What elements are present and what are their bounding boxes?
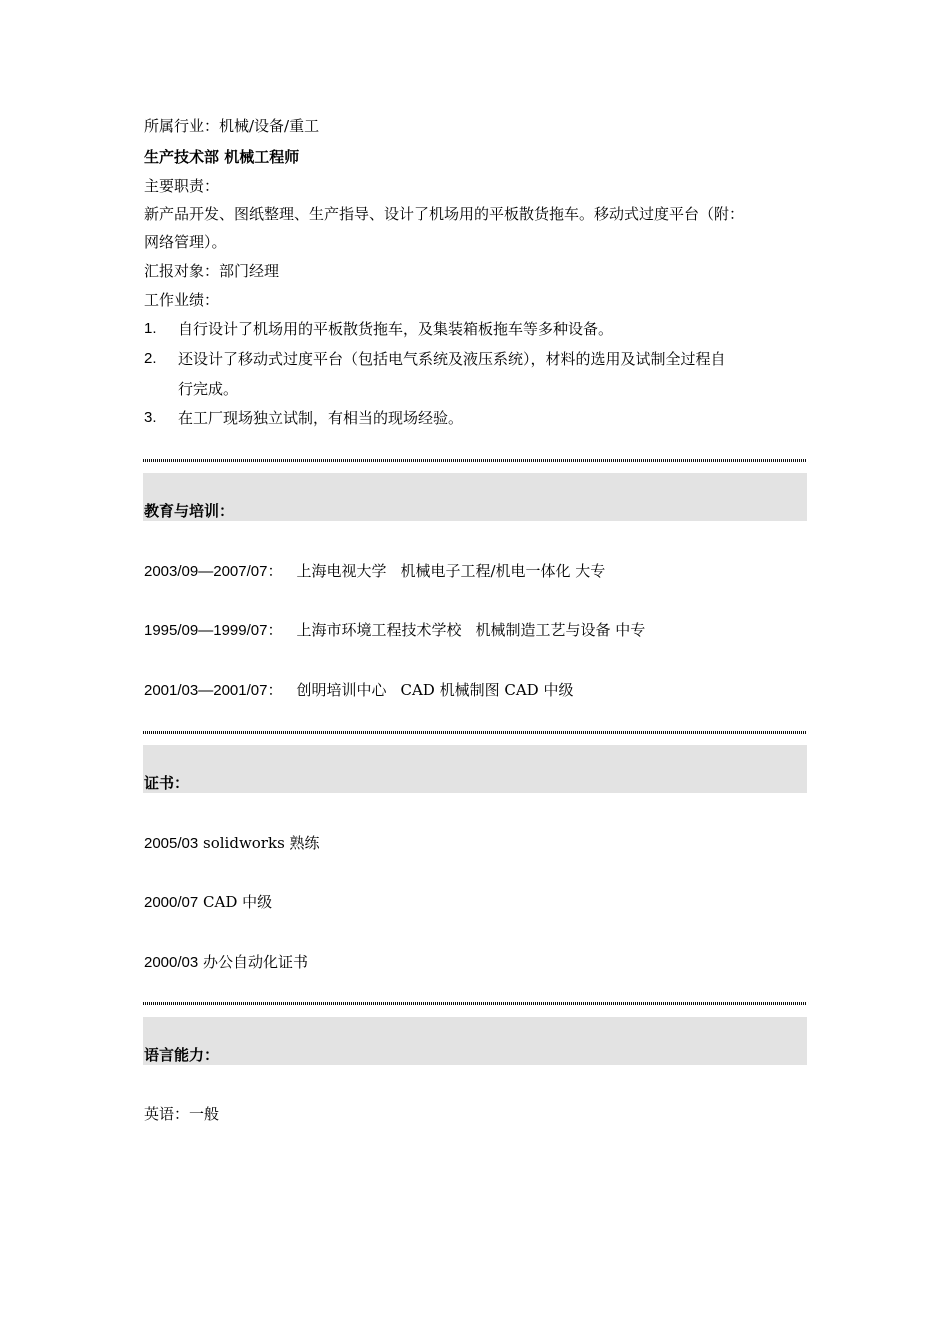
education-entry [144,680,573,701]
position-title: 生产技术部 机械工程师 [144,148,300,166]
section-divider [143,731,807,734]
education-title: 教育与培训： [144,502,235,520]
education-school: 上海电视大学 [296,562,387,580]
certificate-entry [144,833,320,854]
achievement-text-continued: 行完成。 [178,380,239,398]
certificates-header-band [143,745,807,793]
education-period: 2001/03—2001/07： [144,682,283,699]
education-period: 1995/09—1999/07： [144,622,283,639]
education-school: 上海市环境工程技术学校 [296,621,462,639]
achievement-text: 还设计了移动式过度平台（包括电气系统及液压系统），材料的选用及试制全过程自 [178,350,726,368]
certificate-date: 2000/07 [144,894,199,911]
achievement-text: 自行设计了机场用的平板散货拖车，及集装箱板拖车等多种设备。 [178,320,614,338]
education-period: 2003/09—2007/07： [144,563,283,580]
education-major: 机械制造工艺与设备 中专 [475,621,646,639]
achievement-number: 3. [144,409,157,426]
industry-text: 所属行业：机械/设备/重工 [144,117,320,135]
achievement-number: 1. [144,320,157,337]
education-school: 创明培训中心 [296,681,387,699]
languages-title: 语言能力： [144,1046,220,1064]
certificates-title: 证书： [144,774,190,792]
duties-label: 主要职责： [144,177,220,195]
duties-line-2: 网络管理）。 [144,233,227,251]
duties-line-1: 新产品开发、图纸整理、生产指导、设计了机场用的平板散货拖车。移动式过度平台（附： [144,205,745,223]
achievement-text: 在工厂现场独立试制，有相当的现场经验。 [178,409,464,427]
certificate-name: 办公自动化证书 [203,953,309,971]
education-entry [144,561,605,582]
certificate-date: 2005/03 [144,835,199,852]
achievements-label: 工作业绩： [144,291,220,309]
education-header-band [143,473,807,521]
certificate-name: solidworks 熟练 [203,834,320,852]
english-level: 英语：一般 [144,1105,220,1123]
education-entry [144,620,645,641]
education-major: CAD 机械制图 CAD 中级 [400,681,574,699]
certificate-entry [144,952,308,973]
certificate-name: CAD 中级 [203,893,273,911]
education-major: 机械电子工程/机电一体化 大专 [400,562,606,580]
languages-header-band [143,1017,807,1065]
section-divider [143,1002,807,1005]
certificate-entry [144,892,272,913]
section-divider [143,459,807,462]
achievement-number: 2. [144,350,157,367]
certificate-date: 2000/03 [144,954,199,971]
report-to-text: 汇报对象：部门经理 [144,262,280,280]
